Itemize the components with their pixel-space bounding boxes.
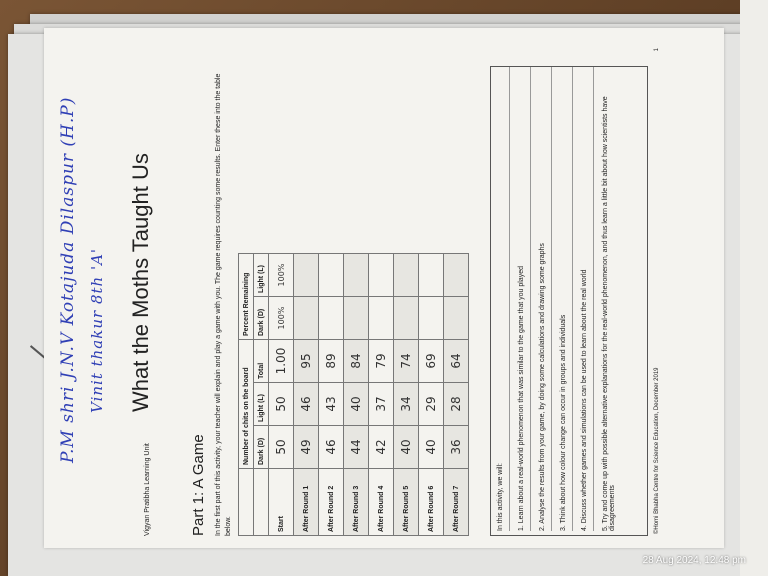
table-row — [294, 254, 319, 536]
page-number: 1 — [654, 48, 660, 52]
percent-dark: 100% — [269, 297, 294, 340]
part-title: Part 1: A Game — [190, 434, 207, 536]
group-header-percent: Percent Remaining — [239, 254, 254, 340]
row-label: After Round 2 — [319, 469, 344, 536]
intro-text: In the first part of this activity, your teacher will explain and play a game with you. The game requires counting some results. Enter these into the table below. — [215, 73, 232, 536]
objectives-box — [490, 66, 648, 536]
percent-dark — [444, 297, 469, 340]
table-row — [344, 254, 369, 536]
objectives-heading: In this activity, we will: — [497, 67, 510, 531]
percent-dark — [369, 297, 394, 340]
unit-label: Vigyan Pratibha Learning Unit — [144, 443, 151, 536]
percent-light — [294, 254, 319, 297]
light-count: 37 — [369, 383, 394, 426]
percent-light — [394, 254, 419, 297]
dark-count: 40 — [419, 426, 444, 469]
light-count: 34 — [394, 383, 419, 426]
objective-item: 1. Learn about a real-world phenomenon that was similar to the game that you played — [518, 67, 531, 531]
results-table — [238, 253, 469, 536]
table-row — [444, 254, 469, 536]
row-label: After Round 4 — [369, 469, 394, 536]
table-row — [419, 254, 444, 536]
column-header: Total — [254, 340, 269, 383]
table-row — [319, 254, 344, 536]
dark-count: 42 — [369, 426, 394, 469]
group-header-chits: Number of chits on the board — [239, 340, 254, 469]
light-count: 50 — [269, 383, 294, 426]
page-title: What the Moths Taught Us — [128, 153, 153, 412]
table-corner — [254, 469, 269, 536]
total-count: 69 — [419, 340, 444, 383]
percent-light — [444, 254, 469, 297]
photo-timestamp: 28 Aug 2024, 12:48 pm — [642, 555, 746, 566]
paper-edge — [740, 0, 768, 576]
dark-count: 40 — [394, 426, 419, 469]
handwritten-student-name: Vinit thakur 8th 'A' — [88, 247, 106, 413]
column-header: Light (L) — [254, 254, 269, 297]
percent-dark — [344, 297, 369, 340]
percent-dark — [419, 297, 444, 340]
row-label: After Round 7 — [444, 469, 469, 536]
light-count: 29 — [419, 383, 444, 426]
percent-light — [344, 254, 369, 297]
row-label: After Round 5 — [394, 469, 419, 536]
objective-item: 5. Try and come up with possible alternative explanations for the real-world phenomenon, and thus learn a little bit about how scientists have disagreements — [602, 96, 616, 531]
total-count: 95 — [294, 340, 319, 383]
percent-light — [319, 254, 344, 297]
percent-dark — [394, 297, 419, 340]
objective-item: 3. Think about how colour change can occur in groups and individuals — [560, 67, 573, 531]
row-label: After Round 3 — [344, 469, 369, 536]
table-row — [369, 254, 394, 536]
dark-count: 44 — [344, 426, 369, 469]
table-row — [269, 254, 294, 536]
total-count: 64 — [444, 340, 469, 383]
percent-light — [369, 254, 394, 297]
total-count: 79 — [369, 340, 394, 383]
total-count: 84 — [344, 340, 369, 383]
percent-light: 100% — [269, 254, 294, 297]
row-label: After Round 1 — [294, 469, 319, 536]
total-count: 74 — [394, 340, 419, 383]
column-header: Light (L) — [254, 383, 269, 426]
table-row — [394, 254, 419, 536]
light-count: 40 — [344, 383, 369, 426]
light-count: 43 — [319, 383, 344, 426]
dark-count: 49 — [294, 426, 319, 469]
total-count: 1.00 — [269, 340, 294, 383]
dark-count: 36 — [444, 426, 469, 469]
column-header: Dark (D) — [254, 426, 269, 469]
row-label: After Round 6 — [419, 469, 444, 536]
percent-light — [419, 254, 444, 297]
row-label: Start — [269, 469, 294, 536]
percent-dark — [319, 297, 344, 340]
table-corner — [239, 469, 254, 536]
percent-dark — [294, 297, 319, 340]
worksheet-page — [44, 28, 724, 548]
objective-item: 4. Discuss whether games and simulations can be used to learn about the real world — [581, 67, 594, 531]
objective-item: 2. Analyse the results from your game, by doing some calculations and drawing some graphs — [539, 67, 552, 531]
handwritten-school-name: P.M shri J.N.V Kotajuda Dilaspur (H.P) — [58, 96, 78, 463]
dark-count: 46 — [319, 426, 344, 469]
total-count: 89 — [319, 340, 344, 383]
dark-count: 50 — [269, 426, 294, 469]
copyright-footer: ©Homi Bhabha Centre for Science Education, December 2019 — [654, 367, 660, 534]
column-header: Dark (D) — [254, 297, 269, 340]
light-count: 46 — [294, 383, 319, 426]
light-count: 28 — [444, 383, 469, 426]
